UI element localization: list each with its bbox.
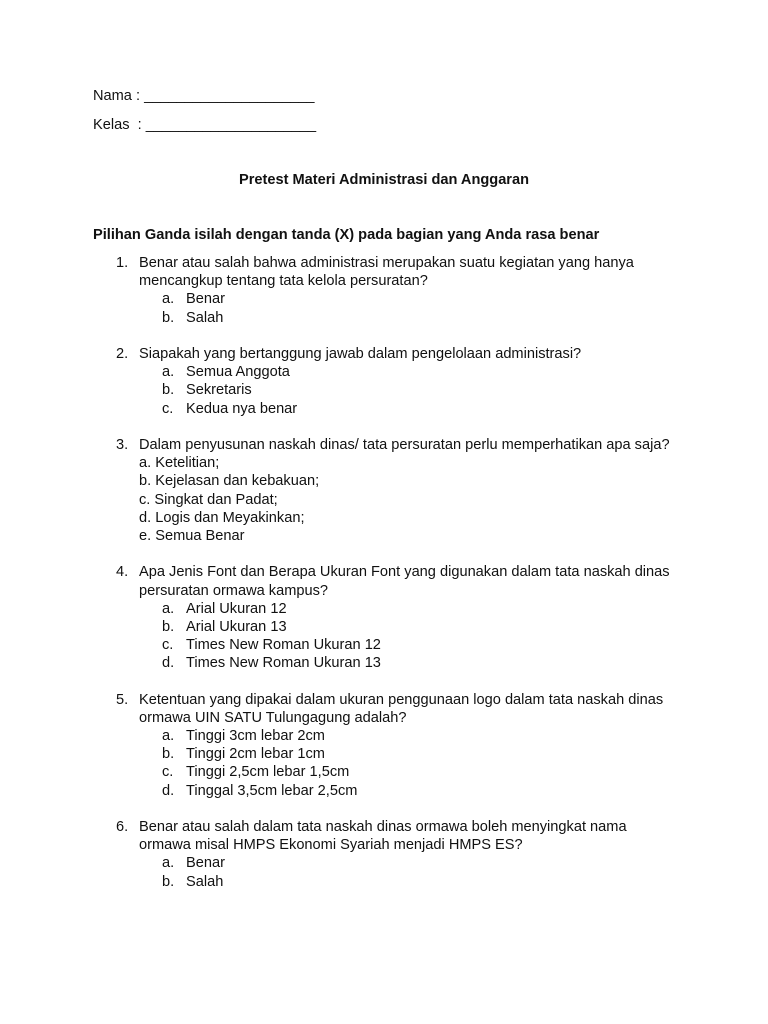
option-letter: a. [162,600,175,617]
question-text: Benar atau salah dalam tata naskah dinas ormawa boleh menyingkat nama ormawa misal HMPS Ekonomi Syariah menjadi HMPS ES? [139,819,627,854]
kelas-field[interactable]: Kelas : _____________________ [93,117,317,133]
question-text: Apa Jenis Font dan Berapa Ukuran Font yang digunakan dalam tata naskah dinas persuratan ormawa kampus? [139,564,670,599]
option-b[interactable] [0,309,768,327]
option-letter: b. [162,873,175,890]
nama-field[interactable]: Nama : _____________________ [93,88,315,104]
question-3 [0,436,768,545]
option-b[interactable] [0,745,768,763]
option-d[interactable]: d. Logis dan Meyakinkan; [139,509,305,526]
question-number: 2. [116,345,129,362]
option-letter: a. [162,728,175,745]
option-letter: d. [162,655,175,672]
option-letter: b. [162,382,175,399]
option-a[interactable] [0,727,768,745]
question-number: 1. [116,255,129,271]
option-text: Sekretaris [186,382,252,399]
option-e[interactable]: e. Semua Benar [139,527,245,544]
option-text: Salah [186,309,224,326]
option-text: Tinggi 2,5cm lebar 1,5cm [186,764,350,781]
option-a[interactable] [0,363,768,381]
option-letter: a. [162,291,175,308]
option-c[interactable] [0,763,768,781]
question-list [0,254,768,909]
question-text: Ketentuan yang dipakai dalam ukuran penggunaan logo dalam tata naskah dinas ormawa UIN SATU Tulungagung adalah? [139,691,664,726]
option-text: Tinggi 3cm lebar 2cm [186,728,325,745]
option-text: Semua Anggota [186,364,290,381]
question-4 [0,563,768,672]
question-text: Dalam penyusunan naskah dinas/ tata persuratan perlu memperhatikan apa saja? [139,436,670,453]
option-letter: c. [162,764,174,781]
question-number: 6. [116,819,129,836]
option-letter: a. [162,855,175,872]
option-c[interactable] [0,400,768,418]
option-text: Benar [186,855,225,872]
option-b[interactable] [0,381,768,399]
option-d[interactable] [0,654,768,672]
question-1 [0,254,768,327]
option-letter: b. [162,618,175,635]
option-letter: c. [162,637,174,654]
option-letter: b. [162,746,175,763]
question-text: Siapakah yang bertanggung jawab dalam pengelolaan administrasi? [139,345,582,362]
option-d[interactable] [0,782,768,800]
option-text: Salah [186,873,224,890]
option-letter: a. [162,364,175,381]
option-a[interactable] [0,600,768,618]
option-text: Tinggi 2cm lebar 1cm [186,746,325,763]
option-b[interactable] [0,873,768,891]
option-b[interactable]: b. Kejelasan dan kebakuan; [139,473,320,490]
option-letter: c. [162,400,174,417]
option-letter: d. [162,782,175,799]
question-number: 4. [116,564,129,581]
option-text: Benar [186,291,225,308]
option-a[interactable]: a. Ketelitian; [139,455,220,472]
question-text: Benar atau salah bahwa administrasi merupakan suatu kegiatan yang hanya mencangkup tentang tata kelola persuratan? [139,255,634,290]
option-a[interactable] [0,854,768,872]
option-text: Times New Roman Ukuran 12 [186,637,381,654]
option-c[interactable]: c. Singkat dan Padat; [139,491,278,508]
option-text: Arial Ukuran 12 [186,600,287,617]
option-text: Arial Ukuran 13 [186,618,287,635]
question-2 [0,345,768,418]
question-number: 3. [116,436,129,453]
option-b[interactable] [0,618,768,636]
option-text: Tinggal 3,5cm lebar 2,5cm [186,782,358,799]
option-text: Kedua nya benar [186,400,298,417]
question-5 [0,691,768,800]
option-c[interactable] [0,636,768,654]
option-text: Times New Roman Ukuran 13 [186,655,381,672]
option-letter: b. [162,309,175,326]
question-number: 5. [116,691,129,708]
document-title: Pretest Materi Administrasi dan Anggaran [238,172,530,188]
instruction-text: Pilihan Ganda isilah dengan tanda (X) pada bagian yang Anda rasa benar [93,227,600,243]
option-a[interactable] [0,290,768,308]
question-6 [0,818,768,891]
